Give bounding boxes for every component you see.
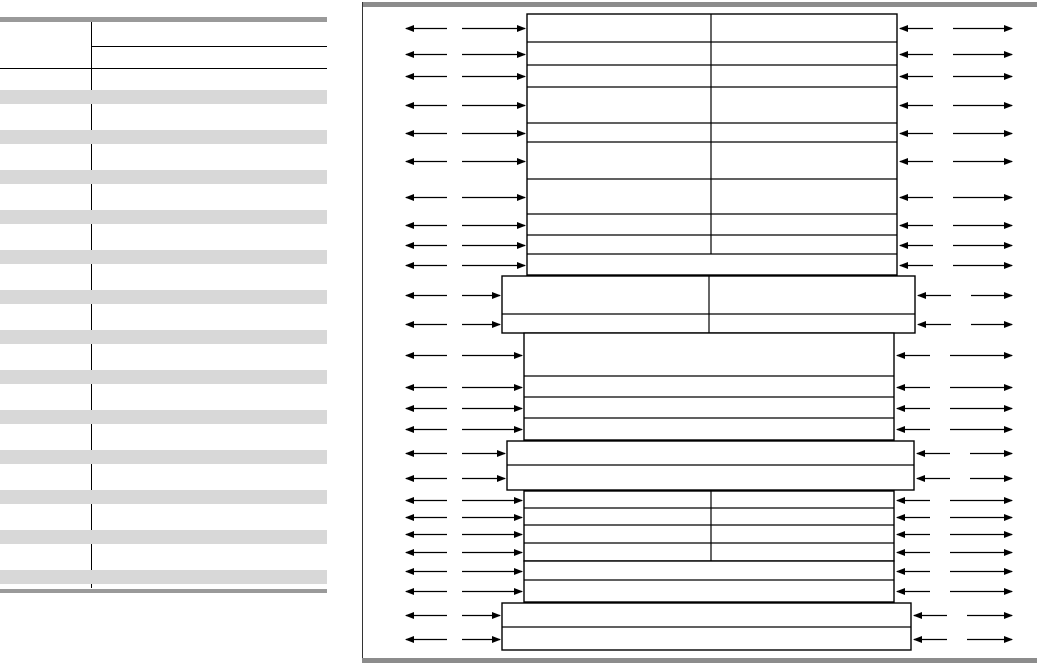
table-header-subrule — [92, 46, 327, 47]
table-row-shaded — [0, 370, 327, 384]
table-row-shaded — [0, 570, 327, 584]
block-group-1 — [527, 14, 897, 275]
table-row-shaded — [0, 250, 327, 264]
table-row-shaded — [0, 210, 327, 224]
table-row-shaded — [0, 290, 327, 304]
table-row-shaded — [0, 410, 327, 424]
striped-table — [0, 0, 328, 663]
table-header-rule — [0, 68, 327, 69]
table-bottom-rule — [0, 589, 327, 593]
flow-diagram — [362, 0, 1037, 663]
block-group-3 — [524, 333, 894, 440]
table-row-shaded — [0, 170, 327, 184]
table-row-shaded — [0, 90, 327, 104]
block-group-6 — [524, 561, 894, 602]
table-top-rule — [0, 17, 327, 22]
table-row-shaded — [0, 130, 327, 144]
table-row-shaded — [0, 490, 327, 504]
table-row-shaded — [0, 530, 327, 544]
table-row-shaded — [0, 330, 327, 344]
block-group-5 — [524, 491, 894, 561]
diagram-canvas — [362, 0, 1037, 663]
block-stack — [502, 14, 915, 650]
table-row-shaded — [0, 450, 327, 464]
